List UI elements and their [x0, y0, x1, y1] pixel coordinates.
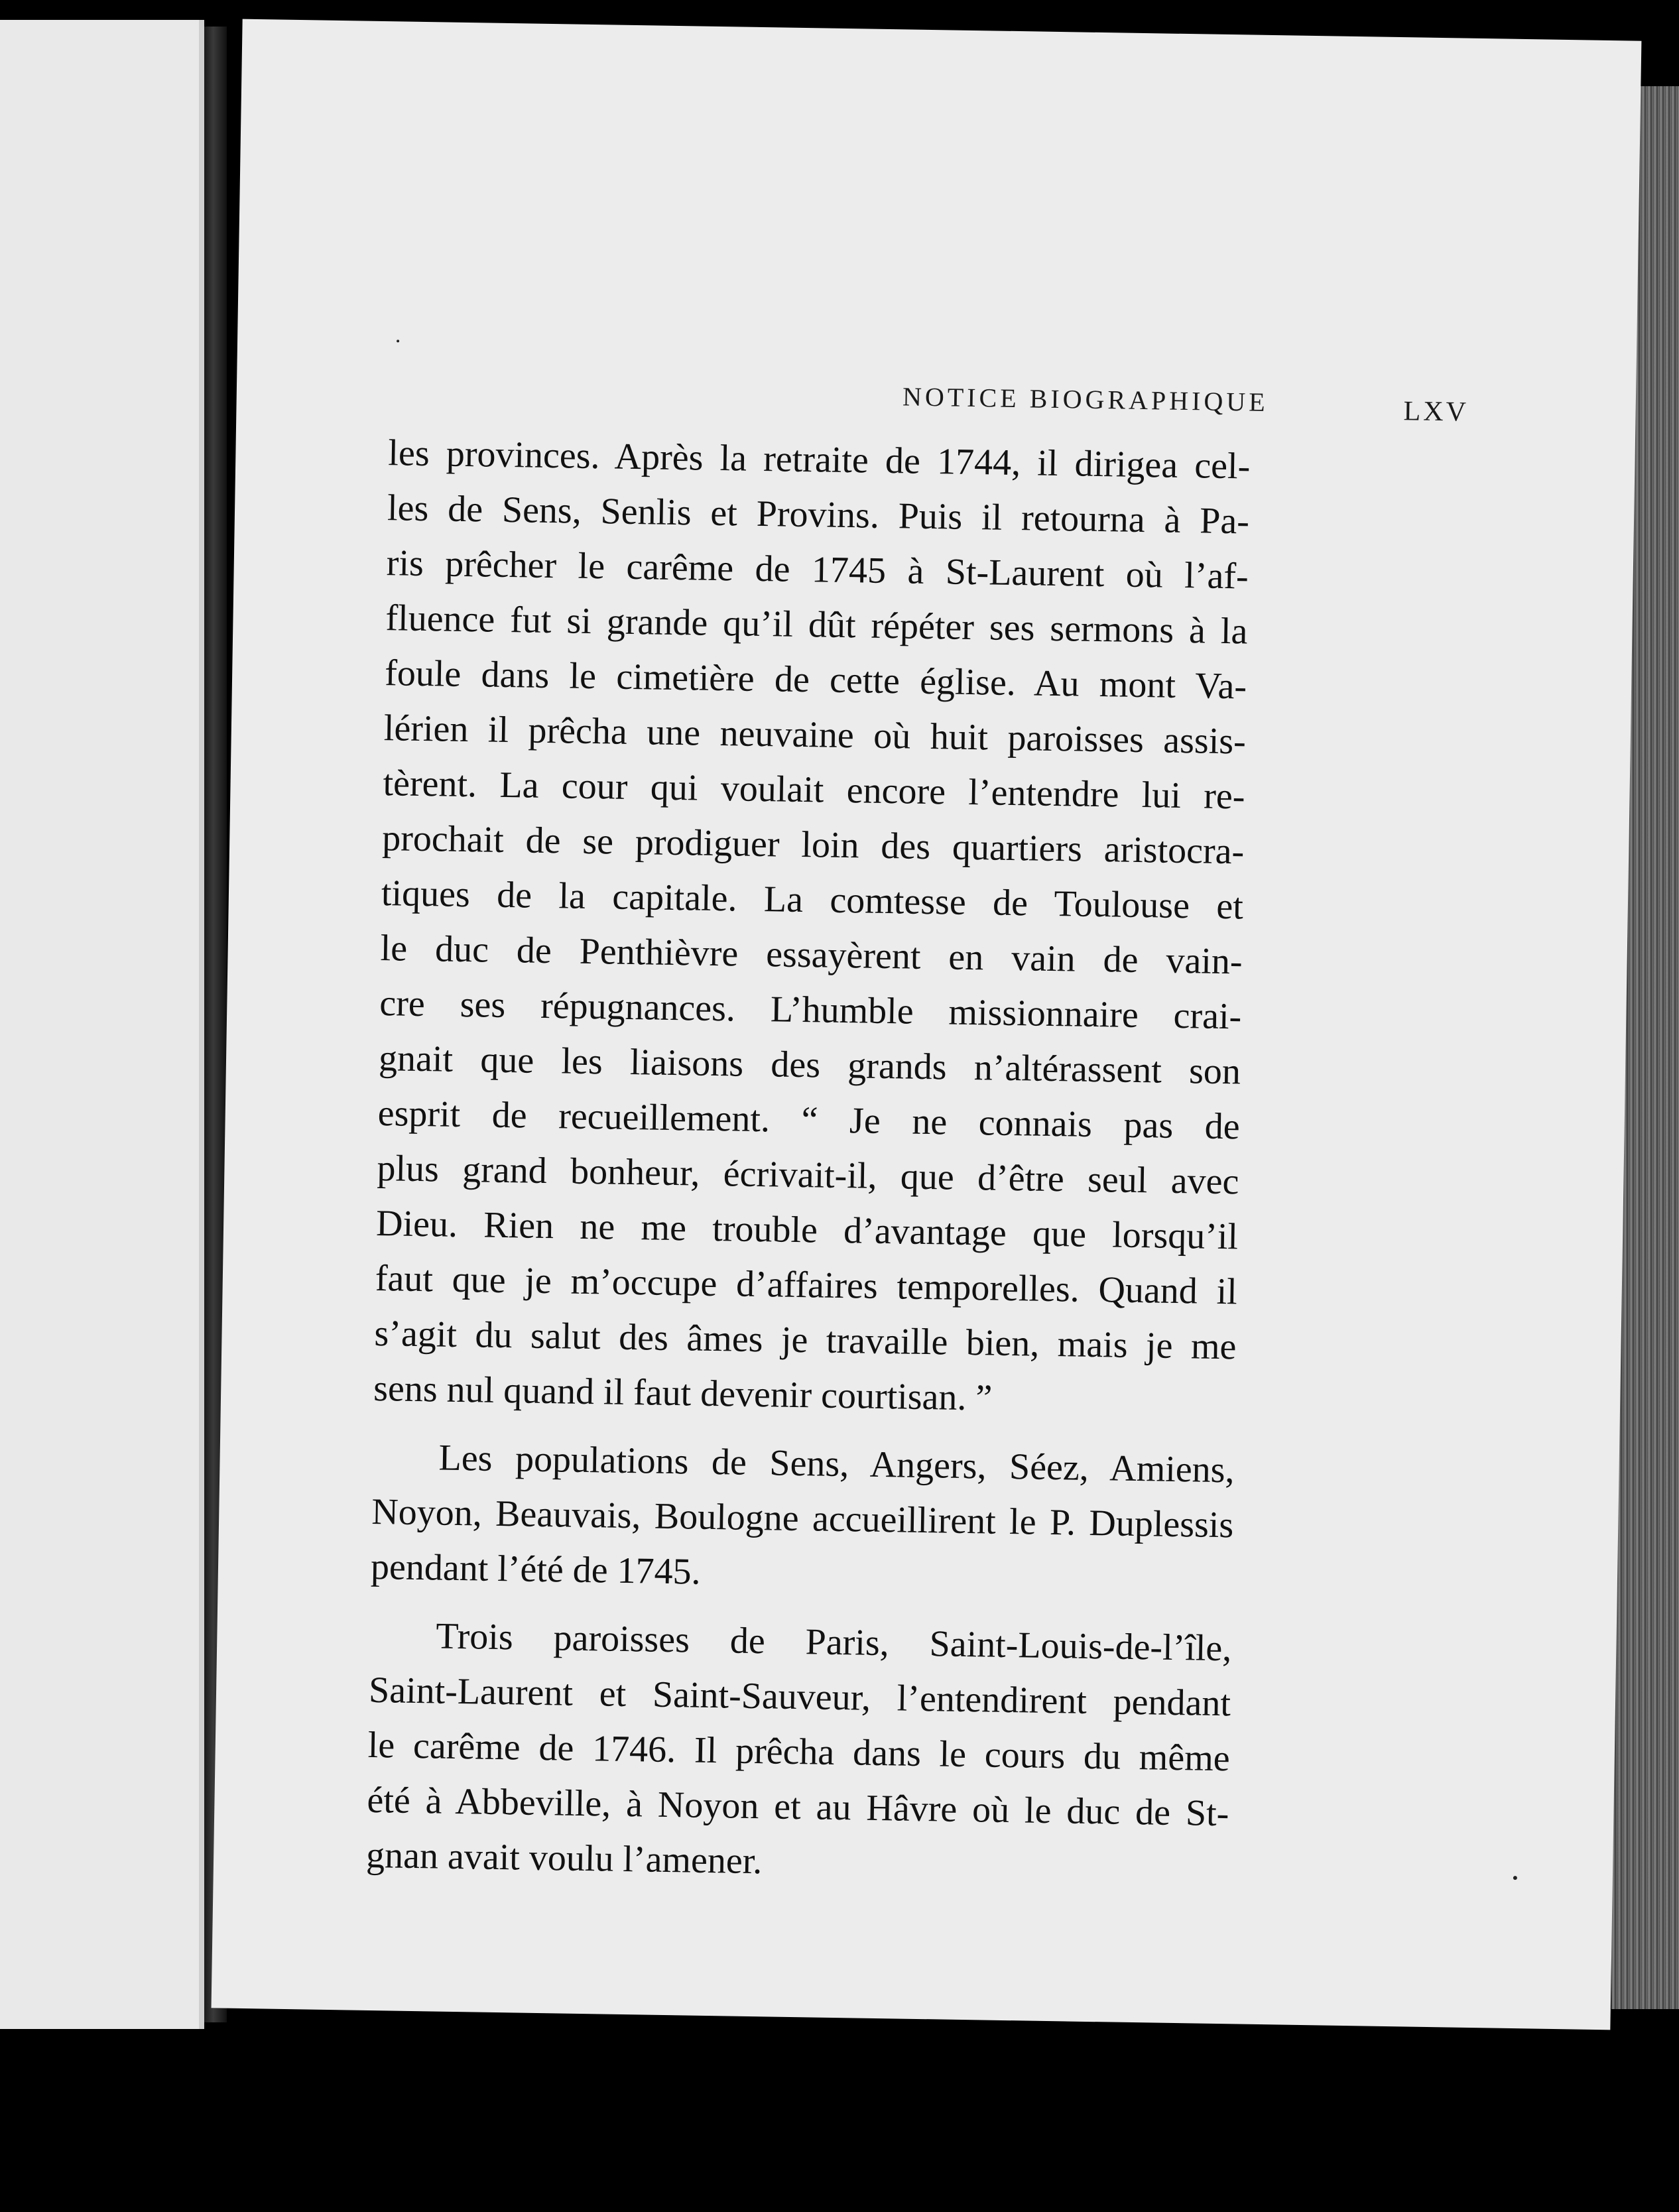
paragraph [370, 1430, 1235, 1608]
text-line: faut que je m’occupe d’affaires temporelles. Quand il [375, 1257, 1238, 1313]
text-line: gnan avait voulu l’amener. [365, 1834, 763, 1882]
paragraph [366, 1608, 1232, 1896]
text-line: Trois paroisses de Paris, Saint-Louis-de-l’île, [435, 1615, 1232, 1670]
text-line: plus grand bonheur, écrivait-il, que d’être seul avec [377, 1148, 1239, 1203]
text-line: s’agit du salut des âmes je travaille bien, mais je me [374, 1312, 1237, 1368]
book-page [212, 19, 1642, 2030]
text-line: tiques de la capitale. La comtesse de Toulouse et [381, 873, 1244, 928]
text-line: cre ses répugnances. L’humble missionnaire crai- [379, 983, 1242, 1038]
text-line: le duc de Penthièvre essayèrent en vain de vain- [380, 928, 1243, 983]
text-line: gnait que les liaisons des grands n’altérassent son [378, 1038, 1241, 1093]
text-line: ris prêcher le carême de 1745 à St-Laurent où l’af- [386, 542, 1249, 597]
text-line: foule dans le cimetière de cette église. Au mont Va- [384, 652, 1247, 707]
text-line: esprit de recueillement. “ Je ne connais pas de [377, 1093, 1241, 1148]
text-line: lérien il prêcha une neuvaine où huit paroisses assis- [383, 707, 1247, 763]
paragraph [373, 426, 1251, 1430]
text-line: fluence fut si grande qu’il dût répéter ses sermons à la [385, 597, 1248, 652]
scan-speck [397, 339, 399, 342]
text-line: les provinces. Après la retraite de 1744, il dirigea cel- [387, 432, 1251, 487]
text-line: pendant l’été de 1745. [370, 1546, 702, 1593]
text-line: prochait de se prodiguer loin des quartiers aristocra- [381, 818, 1245, 873]
scan-speck [1513, 1876, 1517, 1880]
text-line: Saint-Laurent et Saint-Sauveur, l’entendirent pendant [368, 1669, 1231, 1725]
text-line: tèrent. La cour qui voulait encore l’entendre lui re- [383, 763, 1245, 818]
left-facing-page [0, 20, 204, 2029]
running-head: NOTICE BIOGRAPHIQUE [902, 381, 1269, 417]
text-line: sens nul quand il faut devenir courtisan. ” [373, 1367, 993, 1419]
text-line: Les populations de Sens, Angers, Séez, Amiens, [438, 1437, 1235, 1491]
text-line: Noyon, Beauvais, Boulogne accueillirent le P. Duplessis [371, 1491, 1234, 1546]
body-text [366, 426, 1251, 1896]
text-line: Dieu. Rien ne me trouble d’avantage que lorsqu’il [375, 1203, 1239, 1258]
text-line: été à Abbeville, à Noyon et au Hâvre où le duc de St- [367, 1779, 1229, 1835]
text-line: les de Sens, Senlis et Provins. Puis il retourna à Pa- [387, 487, 1250, 542]
page-number: LXV [1403, 396, 1469, 428]
text-line: le carême de 1746. Il prêcha dans le cours du même [367, 1724, 1231, 1780]
